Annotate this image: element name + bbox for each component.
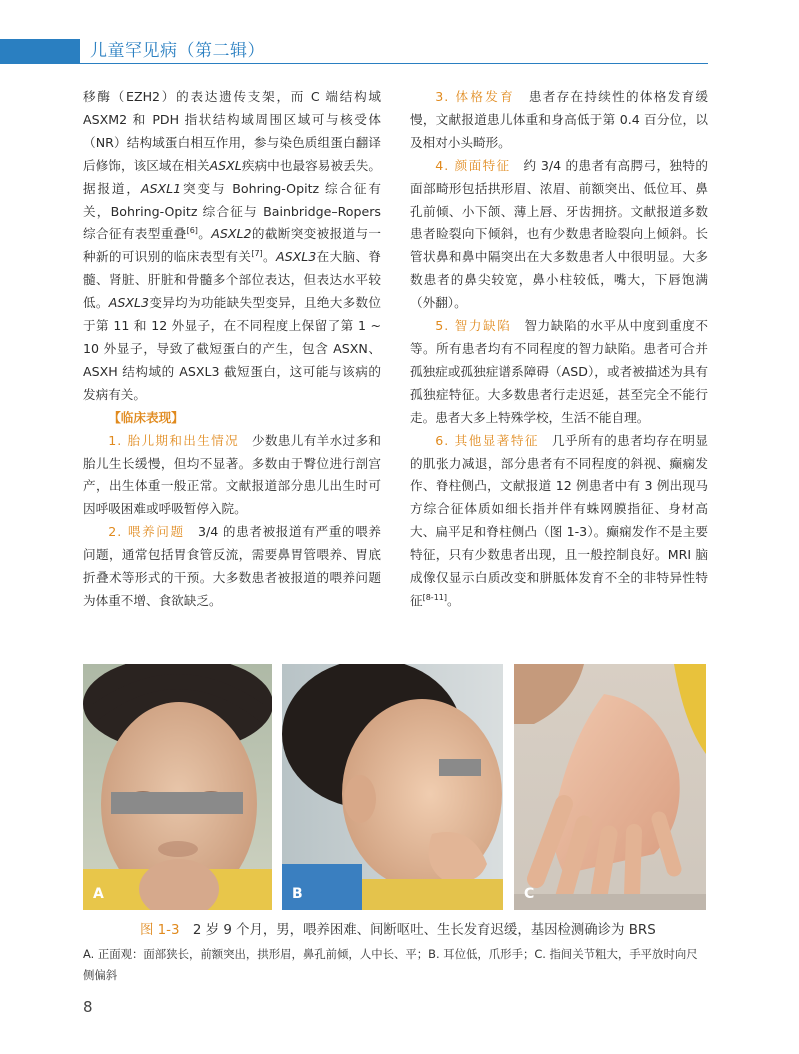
paragraph-intellect: 5. 智力缺陷 智力缺陷的水平从中度到重度不等。所有患者均有不同程度的智力缺陷。患者可合并孤独症或孤独症谱系障碍（ASD），或者被描述为具有孤独症特征。大多数患者行走迟延，甚至完全不能行走。患者大多上特殊学校，生活不能自理。 <box>410 318 709 425</box>
section-heading: 【临床表现】 <box>108 409 184 425</box>
photo-face-side <box>282 664 503 910</box>
subheading: 5. 智力缺陷 <box>435 318 512 334</box>
paragraph-growth: 3. 体格发育 患者存在持续性的体格发育缓慢，文献报道患儿体重和身高低于第 0.4 百分位，以及相对小头畸形。 <box>410 89 709 150</box>
citation: [8-11] <box>422 592 447 602</box>
header-rule <box>80 63 708 64</box>
left-column <box>83 86 381 613</box>
paragraph-fetal: 1. 胎儿期和出生情况 少数患儿有羊水过多和胎儿生长缓慢，但均不显著。多数由于臀位进行剖宫产，出生体重一般正常。文献报道部分患儿出生时可因呼吸困难或呼吸暂停入院。 <box>83 432 382 517</box>
figure-caption <box>140 919 656 938</box>
header-accent-block <box>0 39 80 64</box>
privacy-redaction-bar <box>111 792 243 814</box>
paragraph-other: 6. 其他显著特征 几乎所有的患者均存在明显的肌张力减退，部分患者有不同程度的斜视、癫痫发作、脊柱侧凸，文献报道 12 例患者中有 3 例出现马方综合征体质如细长指并伴有蛛网膜指征、身材高大、扁平足和脊柱侧凸（图 1-3）。癫痫发作不是主要特征，只有少数患者出现，且一般控制良好。MRI 脑成像仅显示白质改变和胼胝体发育不全的非特异性特征[8-11]。 <box>410 432 708 608</box>
running-header <box>0 39 799 64</box>
figure-photo-a <box>83 664 272 910</box>
figure-label-b: B <box>292 886 303 902</box>
right-column <box>410 86 708 613</box>
subheading: 4. 颜面特征 <box>435 157 511 173</box>
figure-photo-b <box>282 664 503 910</box>
citation: [6] <box>186 226 198 236</box>
citation: [7] <box>251 249 263 259</box>
figure-photo-c <box>514 664 706 910</box>
subheading: 6. 其他显著特征 <box>435 432 539 448</box>
paragraph-facial: 4. 颜面特征 约 3/4 的患者有高腭弓，独特的面部畸形包括拱形眉、浓眉、前额突出、低位耳、鼻孔前倾、小下颌、薄上唇、牙齿拥挤。文献报道多数患者睑裂向下倾斜，也有少数患者睑裂向上倾斜。长管状鼻和鼻中隔突出在大多数患者人中很明显。大多数患者的鼻尖较宽，鼻小柱较低，嘴大，下唇饱满（外翻）。 <box>410 157 708 311</box>
figure-caption-title: 2 岁 9 个月，男，喂养困难、间断呕吐、生长发育迟缓，基因检测确诊为 BRS <box>192 923 656 938</box>
figure-label-c: C <box>524 886 535 902</box>
photo-hand <box>514 664 706 910</box>
photo-face-front <box>83 664 272 910</box>
book-title: 儿童罕见病（第二辑） <box>90 41 265 61</box>
figure-number: 图 1-3 <box>140 923 180 938</box>
figure-caption-detail: A. 正面观：面部狭长，前额突出，拱形眉，鼻孔前倾，人中长、平；B. 耳位低，爪形手；C. 指间关节粗大，手平放时向尺侧偏斜 <box>83 947 698 982</box>
subheading: 3. 体格发育 <box>435 89 515 104</box>
figure-label-a: A <box>93 886 104 902</box>
subheading: 2. 喂养问题 <box>108 524 185 540</box>
page-number: 8 <box>83 998 93 1016</box>
subheading: 1. 胎儿期和出生情况 <box>108 432 240 448</box>
paragraph-feeding: 2. 喂养问题 3/4 的患者被报道有严重的喂养问题，通常包括胃食管反流，需要鼻胃管喂养、胃底折叠术等形式的干预。大多数患者被报道的喂养问题为体重不增、食欲缺乏。 <box>83 524 381 608</box>
paragraph-asxl: 移酶（EZH2）的表达遗传支架，而 C 端结构域 ASXM2 和 PDH 指状结构域周围区域可与核受体（NR）结构域蛋白相互作用，参与染色质组蛋白翻译后修饰，该区域在相关ASXL疾病中也最容易被丢失。据报道，ASXL1突变与 Bohring-Opitz 综合征有关，Bohring-Opitz 综合征与 Bainbridge–Ropers 综合征有表型重叠[6]。ASXL2的截断突变被报道与一种新的可识别的临床表型有关[7]。ASXL3在大脑、脊髓、肾脏、肝脏和骨髓多个部位表达，但表达水平较低。ASXL3变异均为功能缺失型变异，且绝大多数位于第 11 和 12 外显子，在不同程度上保留了第 1 ~ 10 外显子，导致了截短蛋白的产生，包含 ASXN、ASXH 结构域的 ASXL3 截短蛋白，这可能与该病的发病有关。 <box>83 89 382 402</box>
privacy-redaction-bar <box>439 759 481 776</box>
